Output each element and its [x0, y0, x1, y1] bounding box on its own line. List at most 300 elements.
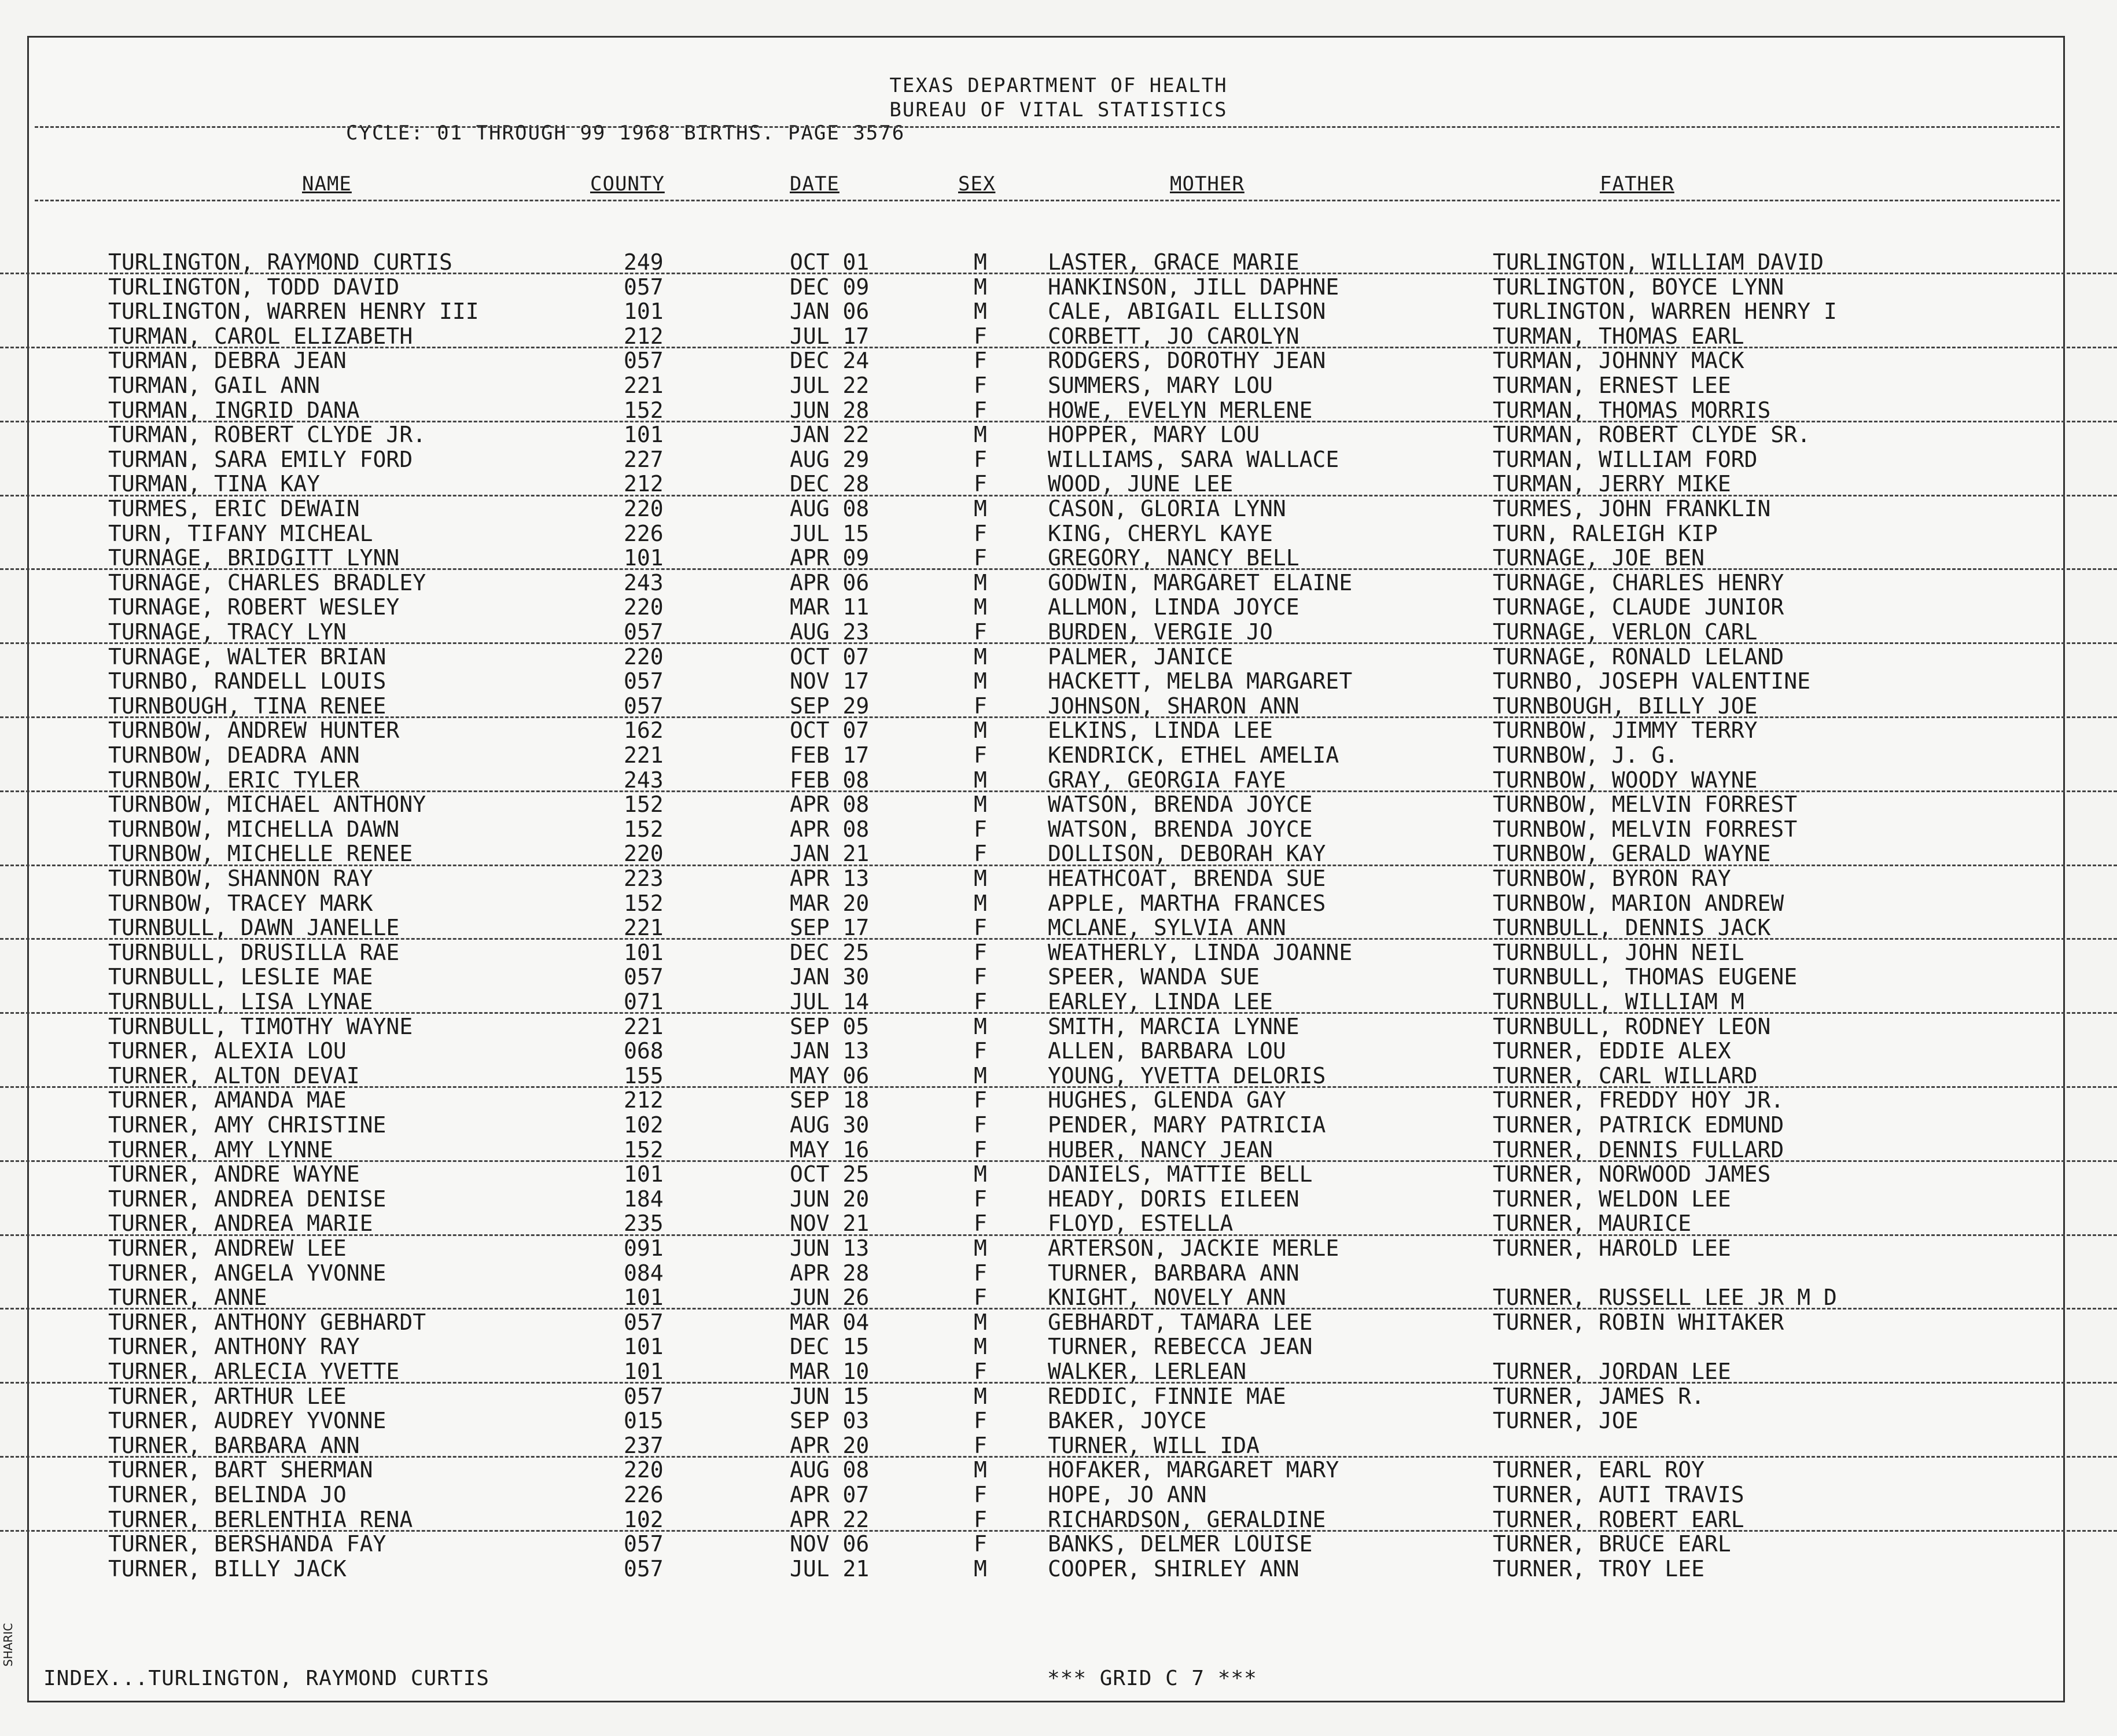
record-date: NOV 06	[790, 1531, 870, 1557]
record-sex: F	[974, 915, 987, 941]
side-label: SHARIC	[1, 1623, 15, 1667]
record-father: TURMAN, ROBERT CLYDE SR.	[1493, 422, 1811, 448]
record-name: TURNBULL, DRUSILLA RAE	[108, 939, 400, 965]
record-sex: F	[974, 1186, 987, 1212]
record-mother: DOLLISON, DEBORAH KAY	[1048, 841, 1326, 867]
record-date: APR 08	[790, 816, 870, 842]
record-county: 152	[624, 1137, 664, 1163]
record-name: TURNER, BILLY JACK	[108, 1555, 347, 1581]
record-date: JAN 06	[790, 299, 870, 325]
record-father: TURNAGE, VERLON CARL	[1493, 619, 1758, 645]
record-father: TURNAGE, RONALD LELAND	[1493, 643, 1784, 670]
record-father: TURMAN, THOMAS MORRIS	[1493, 397, 1771, 423]
record-name: TURNBULL, LESLIE MAE	[108, 964, 373, 990]
record-date: MAR 10	[790, 1359, 870, 1384]
column-header-sex: SEX	[958, 172, 996, 196]
table-row	[0, 275, 2117, 299]
record-county: 057	[624, 1309, 664, 1335]
table-row	[0, 891, 2117, 915]
record-father: TURNER, RUSSELL LEE JR M D	[1493, 1285, 1837, 1311]
record-mother: TURNER, BARBARA ANN	[1048, 1260, 1299, 1286]
record-father: TURNBOW, J. G.	[1493, 742, 1678, 768]
record-sex: F	[974, 471, 987, 497]
table-row	[0, 990, 2117, 1014]
record-father: TURNBOW, MELVIN FORREST	[1493, 792, 1798, 818]
record-sex: F	[974, 841, 987, 867]
record-sex: M	[974, 1555, 987, 1581]
record-sex: M	[974, 668, 987, 694]
table-row	[0, 669, 2117, 693]
record-father: TURNER, JOE	[1493, 1408, 1639, 1434]
record-mother: RODGERS, DOROTHY JEAN	[1048, 348, 1326, 374]
record-name: TURNER, AMANDA MAE	[108, 1087, 347, 1113]
record-name: TURNBULL, LISA LYNAE	[108, 989, 373, 1014]
record-county: 243	[624, 569, 664, 595]
record-name: TURNER, AMY CHRISTINE	[108, 1112, 386, 1138]
record-sex: M	[974, 1383, 987, 1409]
record-county: 057	[624, 274, 664, 300]
record-father: TURNAGE, JOE BEN	[1493, 545, 1705, 571]
record-date: MAY 06	[790, 1062, 870, 1088]
record-sex: F	[974, 373, 987, 398]
record-name: TURNER, ARLECIA YVETTE	[108, 1359, 400, 1384]
record-sex: F	[974, 1038, 987, 1064]
record-name: TURLINGTON, RAYMOND CURTIS	[108, 249, 452, 275]
record-sex: M	[974, 1235, 987, 1261]
record-sex: M	[974, 792, 987, 818]
table-row	[0, 694, 2117, 718]
record-sex: F	[974, 323, 987, 349]
record-sex: F	[974, 1087, 987, 1113]
record-mother: FLOYD, ESTELLA	[1048, 1211, 1234, 1237]
record-father: TURNBULL, THOMAS EUGENE	[1493, 964, 1798, 990]
record-county: 057	[624, 348, 664, 374]
record-sex: M	[974, 1309, 987, 1335]
record-county: 184	[624, 1186, 664, 1212]
record-father: TURNBULL, RODNEY LEON	[1493, 1013, 1771, 1039]
record-father: TURNBOW, MELVIN FORREST	[1493, 816, 1798, 842]
record-father: TURNBOUGH, BILLY JOE	[1493, 693, 1758, 719]
record-mother: GRAY, GEORGIA FAYE	[1048, 767, 1286, 793]
record-mother: WATSON, BRENDA JOYCE	[1048, 816, 1313, 842]
record-name: TURMAN, INGRID DANA	[108, 397, 360, 423]
record-mother: SMITH, MARCIA LYNNE	[1048, 1013, 1299, 1039]
record-mother: HUGHES, GLENDA GAY	[1048, 1087, 1286, 1113]
record-mother: EARLEY, LINDA LEE	[1048, 989, 1273, 1014]
record-name: TURMAN, CAROL ELIZABETH	[108, 323, 413, 349]
record-sex: M	[974, 1161, 987, 1187]
record-date: APR 07	[790, 1482, 870, 1507]
table-row	[0, 1532, 2117, 1556]
record-county: 101	[624, 1334, 664, 1360]
record-mother: KENDRICK, ETHEL AMELIA	[1048, 742, 1339, 768]
record-mother: ALLEN, BARBARA LOU	[1048, 1038, 1286, 1064]
record-mother: HOFAKER, MARGARET MARY	[1048, 1457, 1339, 1483]
record-county: 101	[624, 939, 664, 965]
record-name: TURNAGE, CHARLES BRADLEY	[108, 569, 426, 595]
record-county: 102	[624, 1506, 664, 1532]
column-header-father: FATHER	[1600, 172, 1674, 196]
record-county: 152	[624, 816, 664, 842]
record-date: SEP 05	[790, 1013, 870, 1039]
record-date: JUN 26	[790, 1285, 870, 1311]
record-county: 057	[624, 964, 664, 990]
record-date: JUN 20	[790, 1186, 870, 1212]
record-name: TURNAGE, TRACY LYN	[108, 619, 347, 645]
record-name: TURNER, ANDREW LEE	[108, 1235, 347, 1261]
record-father: TURNER, ROBIN WHITAKER	[1493, 1309, 1784, 1335]
record-county: 221	[624, 373, 664, 398]
table-row	[0, 546, 2117, 570]
record-county: 152	[624, 792, 664, 818]
record-name: TURNER, ANDRE WAYNE	[108, 1161, 360, 1187]
record-county: 101	[624, 1359, 664, 1384]
record-date: FEB 08	[790, 767, 870, 793]
table-row	[0, 743, 2117, 767]
record-name: TURNBOW, MICHELLA DAWN	[108, 816, 400, 842]
record-father: TURNBULL, DENNIS JACK	[1493, 915, 1771, 941]
record-date: DEC 24	[790, 348, 870, 374]
record-date: JAN 13	[790, 1038, 870, 1064]
record-sex: F	[974, 619, 987, 645]
record-mother: WATSON, BRENDA JOYCE	[1048, 792, 1313, 818]
table-row	[0, 940, 2117, 965]
record-father: TURNER, JORDAN LEE	[1493, 1359, 1731, 1384]
record-name: TURNER, BART SHERMAN	[108, 1457, 373, 1483]
record-father: TURNAGE, CLAUDE JUNIOR	[1493, 594, 1784, 620]
record-county: 101	[624, 422, 664, 448]
record-county: 162	[624, 718, 664, 744]
record-mother: SUMMERS, MARY LOU	[1048, 373, 1273, 398]
record-date: MAR 11	[790, 594, 870, 620]
record-county: 155	[624, 1062, 664, 1088]
table-row	[0, 1458, 2117, 1482]
record-name: TURNBOW, DEADRA ANN	[108, 742, 360, 768]
table-row	[0, 324, 2117, 348]
record-mother: CASON, GLORIA LYNN	[1048, 496, 1286, 521]
record-date: OCT 07	[790, 643, 870, 670]
record-sex: M	[974, 1013, 987, 1039]
record-mother: HEADY, DORIS EILEEN	[1048, 1186, 1299, 1212]
record-father: TURMAN, ERNEST LEE	[1493, 373, 1731, 398]
record-name: TURNBOW, ERIC TYLER	[108, 767, 360, 793]
record-father: TURNER, MAURICE	[1493, 1211, 1692, 1237]
record-date: AUG 29	[790, 446, 870, 472]
table-row	[0, 866, 2117, 891]
record-name: TURNBOW, TRACEY MARK	[108, 890, 373, 916]
record-county: 235	[624, 1211, 664, 1237]
column-header-mother: MOTHER	[1170, 172, 1245, 196]
record-date: NOV 17	[790, 668, 870, 694]
column-header-date: DATE	[790, 172, 840, 196]
record-county: 057	[624, 1555, 664, 1581]
table-row	[0, 1187, 2117, 1211]
table-row	[0, 1039, 2117, 1063]
record-sex: F	[974, 742, 987, 768]
record-sex: F	[974, 964, 987, 990]
record-date: SEP 18	[790, 1087, 870, 1113]
record-name: TURNBULL, TIMOTHY WAYNE	[108, 1013, 413, 1039]
table-row	[0, 299, 2117, 323]
table-row	[0, 792, 2117, 816]
record-county: 091	[624, 1235, 664, 1261]
record-county: 084	[624, 1260, 664, 1286]
table-row	[0, 571, 2117, 595]
record-name: TURMAN, TINA KAY	[108, 471, 321, 497]
record-county: 102	[624, 1112, 664, 1138]
record-name: TURNBOW, MICHELLE RENEE	[108, 841, 413, 867]
record-name: TURLINGTON, WARREN HENRY III	[108, 299, 479, 325]
record-sex: F	[974, 1260, 987, 1286]
record-name: TURNBOW, ANDREW HUNTER	[108, 718, 400, 744]
record-name: TURMAN, SARA EMILY FORD	[108, 446, 413, 472]
table-row	[0, 1211, 2117, 1235]
record-county: 221	[624, 1013, 664, 1039]
record-sex: F	[974, 1359, 987, 1384]
record-name: TURNER, ARTHUR LEE	[108, 1383, 347, 1409]
record-county: 237	[624, 1432, 664, 1458]
record-county: 101	[624, 545, 664, 571]
table-row	[0, 1261, 2117, 1285]
record-date: OCT 25	[790, 1161, 870, 1187]
table-row	[0, 1014, 2117, 1039]
record-sex: M	[974, 594, 987, 620]
record-name: TURMAN, DEBRA JEAN	[108, 348, 347, 374]
record-mother: WILLIAMS, SARA WALLACE	[1048, 446, 1339, 472]
record-mother: HACKETT, MELBA MARGARET	[1048, 668, 1353, 694]
record-name: TURNAGE, WALTER BRIAN	[108, 643, 386, 670]
record-mother: TURNER, WILL IDA	[1048, 1432, 1260, 1458]
record-date: JAN 21	[790, 841, 870, 867]
agency-title: TEXAS DEPARTMENT OF HEALTH	[889, 74, 1228, 97]
table-row	[0, 620, 2117, 644]
table-row	[0, 496, 2117, 521]
record-sex: M	[974, 569, 987, 595]
record-name: TURMAN, GAIL ANN	[108, 373, 321, 398]
record-father: TURNER, NORWOOD JAMES	[1493, 1161, 1771, 1187]
record-father: TURMAN, JERRY MIKE	[1493, 471, 1731, 497]
table-row	[0, 965, 2117, 989]
record-name: TURNER, BERLENTHIA RENA	[108, 1506, 413, 1532]
record-date: APR 20	[790, 1432, 870, 1458]
record-name: TURNER, BERSHANDA FAY	[108, 1531, 386, 1557]
record-name: TURNER, BARBARA ANN	[108, 1432, 360, 1458]
record-father: TURNER, FREDDY HOY JR.	[1493, 1087, 1784, 1113]
table-row	[0, 1310, 2117, 1334]
record-father: TURNER, EARL ROY	[1493, 1457, 1705, 1483]
record-father: TURNER, EDDIE ALEX	[1493, 1038, 1731, 1064]
record-sex: F	[974, 989, 987, 1014]
record-sex: F	[974, 1408, 987, 1434]
record-county: 057	[624, 693, 664, 719]
record-mother: MCLANE, SYLVIA ANN	[1048, 915, 1286, 941]
record-sex: F	[974, 1432, 987, 1458]
record-father: TURLINGTON, BOYCE LYNN	[1493, 274, 1784, 300]
record-date: DEC 09	[790, 274, 870, 300]
record-county: 220	[624, 594, 664, 620]
table-row	[0, 1162, 2117, 1186]
record-sex: M	[974, 274, 987, 300]
record-county: 015	[624, 1408, 664, 1434]
record-county: 057	[624, 1531, 664, 1557]
table-row	[0, 595, 2117, 619]
record-father: TURNER, PATRICK EDMUND	[1493, 1112, 1784, 1138]
record-date: DEC 15	[790, 1334, 870, 1360]
table-row	[0, 398, 2117, 422]
table-row	[0, 817, 2117, 841]
record-name: TURNBOUGH, TINA RENEE	[108, 693, 386, 719]
record-sex: M	[974, 866, 987, 891]
record-mother: ALLMON, LINDA JOYCE	[1048, 594, 1299, 620]
record-name: TURNER, ANTHONY RAY	[108, 1334, 360, 1360]
record-date: APR 13	[790, 866, 870, 891]
table-row	[0, 1113, 2117, 1137]
record-mother: ARTERSON, JACKIE MERLE	[1048, 1235, 1339, 1261]
record-sex: F	[974, 1112, 987, 1138]
record-county: 068	[624, 1038, 664, 1064]
record-sex: M	[974, 890, 987, 916]
record-date: JUL 14	[790, 989, 870, 1014]
record-father: TURNER, BRUCE EARL	[1493, 1531, 1731, 1557]
record-county: 220	[624, 841, 664, 867]
table-row	[0, 915, 2117, 940]
record-father: TURN, RALEIGH KIP	[1493, 520, 1718, 546]
record-father: TURNBULL, JOHN NEIL	[1493, 939, 1744, 965]
record-mother: DANIELS, MATTIE BELL	[1048, 1161, 1313, 1187]
record-date: AUG 30	[790, 1112, 870, 1138]
record-father: TURLINGTON, WILLIAM DAVID	[1493, 249, 1824, 275]
divider-top	[35, 126, 2060, 128]
record-mother: SPEER, WANDA SUE	[1048, 964, 1260, 990]
record-date: JAN 22	[790, 422, 870, 448]
record-father: TURNBOW, JIMMY TERRY	[1493, 718, 1758, 744]
record-county: 223	[624, 866, 664, 891]
table-row	[0, 1433, 2117, 1458]
record-mother: PENDER, MARY PATRICIA	[1048, 1112, 1326, 1138]
record-father: TURLINGTON, WARREN HENRY I	[1493, 299, 1837, 325]
record-sex: F	[974, 693, 987, 719]
record-father: TURNER, CARL WILLARD	[1493, 1062, 1758, 1088]
table-row	[0, 841, 2117, 866]
record-sex: M	[974, 718, 987, 744]
record-date: MAY 16	[790, 1137, 870, 1163]
record-date: MAR 20	[790, 890, 870, 916]
record-county: 220	[624, 496, 664, 521]
record-name: TURLINGTON, TODD DAVID	[108, 274, 400, 300]
record-mother: BANKS, DELMER LOUISE	[1048, 1531, 1313, 1557]
record-county: 220	[624, 643, 664, 670]
record-date: OCT 07	[790, 718, 870, 744]
record-county: 221	[624, 742, 664, 768]
record-mother: HOPE, JO ANN	[1048, 1482, 1207, 1507]
table-row	[0, 1236, 2117, 1260]
record-mother: GEBHARDT, TAMARA LEE	[1048, 1309, 1313, 1335]
record-date: AUG 08	[790, 1457, 870, 1483]
record-mother: BURDEN, VERGIE JO	[1048, 619, 1273, 645]
record-date: APR 06	[790, 569, 870, 595]
record-mother: HEATHCOAT, BRENDA SUE	[1048, 866, 1326, 891]
record-date: JUN 15	[790, 1383, 870, 1409]
record-father: TURNER, DENNIS FULLARD	[1493, 1137, 1784, 1163]
record-date: APR 09	[790, 545, 870, 571]
table-row	[0, 521, 2117, 546]
record-sex: M	[974, 249, 987, 275]
record-name: TURNER, ALEXIA LOU	[108, 1038, 347, 1064]
record-mother: KING, CHERYL KAYE	[1048, 520, 1273, 546]
record-date: APR 28	[790, 1260, 870, 1286]
record-name: TURMAN, ROBERT CLYDE JR.	[108, 422, 426, 448]
record-sex: F	[974, 939, 987, 965]
record-county: 249	[624, 249, 664, 275]
record-mother: GREGORY, NANCY BELL	[1048, 545, 1299, 571]
record-county: 101	[624, 299, 664, 325]
grid-footer: *** GRID C 7 ***	[1047, 1667, 1257, 1690]
record-sex: M	[974, 1062, 987, 1088]
table-row	[0, 1408, 2117, 1433]
record-father: TURNBO, JOSEPH VALENTINE	[1493, 668, 1811, 694]
table-row	[0, 1384, 2117, 1408]
record-county: 057	[624, 668, 664, 694]
table-row	[0, 645, 2117, 669]
table-row	[0, 1359, 2117, 1384]
record-county: 212	[624, 323, 664, 349]
record-mother: RICHARDSON, GERALDINE	[1048, 1506, 1326, 1532]
table-row	[0, 718, 2117, 742]
record-name: TURNER, ANDREA DENISE	[108, 1186, 386, 1212]
record-name: TURNER, ANNE	[108, 1285, 267, 1311]
record-county: 057	[624, 619, 664, 645]
record-county: 101	[624, 1285, 664, 1311]
record-mother: CALE, ABIGAIL ELLISON	[1048, 299, 1326, 325]
bureau-title: BUREAU OF VITAL STATISTICS	[889, 98, 1228, 122]
table-row	[0, 1138, 2117, 1162]
record-date: APR 22	[790, 1506, 870, 1532]
table-row	[0, 422, 2117, 447]
record-mother: KNIGHT, NOVELY ANN	[1048, 1285, 1286, 1311]
record-sex: F	[974, 816, 987, 842]
record-sex: M	[974, 767, 987, 793]
record-father: TURMES, JOHN FRANKLIN	[1493, 496, 1771, 521]
record-father: TURNER, HAROLD LEE	[1493, 1235, 1731, 1261]
record-name: TURNER, AUDREY YVONNE	[108, 1408, 386, 1434]
record-name: TURNER, ANDREA MARIE	[108, 1211, 373, 1237]
table-row	[0, 250, 2117, 274]
record-name: TURNER, AMY LYNNE	[108, 1137, 333, 1163]
record-sex: M	[974, 643, 987, 670]
table-row	[0, 1483, 2117, 1507]
record-mother: YOUNG, YVETTA DELORIS	[1048, 1062, 1326, 1088]
record-father: TURNER, JAMES R.	[1493, 1383, 1705, 1409]
record-date: SEP 29	[790, 693, 870, 719]
record-date: NOV 21	[790, 1211, 870, 1237]
record-county: 221	[624, 915, 664, 941]
record-father: TURNER, ROBERT EARL	[1493, 1506, 1744, 1532]
record-mother: WEATHERLY, LINDA JOANNE	[1048, 939, 1353, 965]
table-row	[0, 1334, 2117, 1359]
record-sex: F	[974, 1482, 987, 1507]
record-mother: HOWE, EVELYN MERLENE	[1048, 397, 1313, 423]
record-mother: HUBER, NANCY JEAN	[1048, 1137, 1273, 1163]
record-father: TURNBULL, WILLIAM M	[1493, 989, 1744, 1014]
record-county: 243	[624, 767, 664, 793]
table-row	[0, 373, 2117, 398]
record-father: TURNBOW, BYRON RAY	[1493, 866, 1731, 891]
record-mother: HOPPER, MARY LOU	[1048, 422, 1260, 448]
record-sex: F	[974, 1137, 987, 1163]
record-sex: M	[974, 1334, 987, 1360]
record-sex: M	[974, 422, 987, 448]
record-date: OCT 01	[790, 249, 870, 275]
